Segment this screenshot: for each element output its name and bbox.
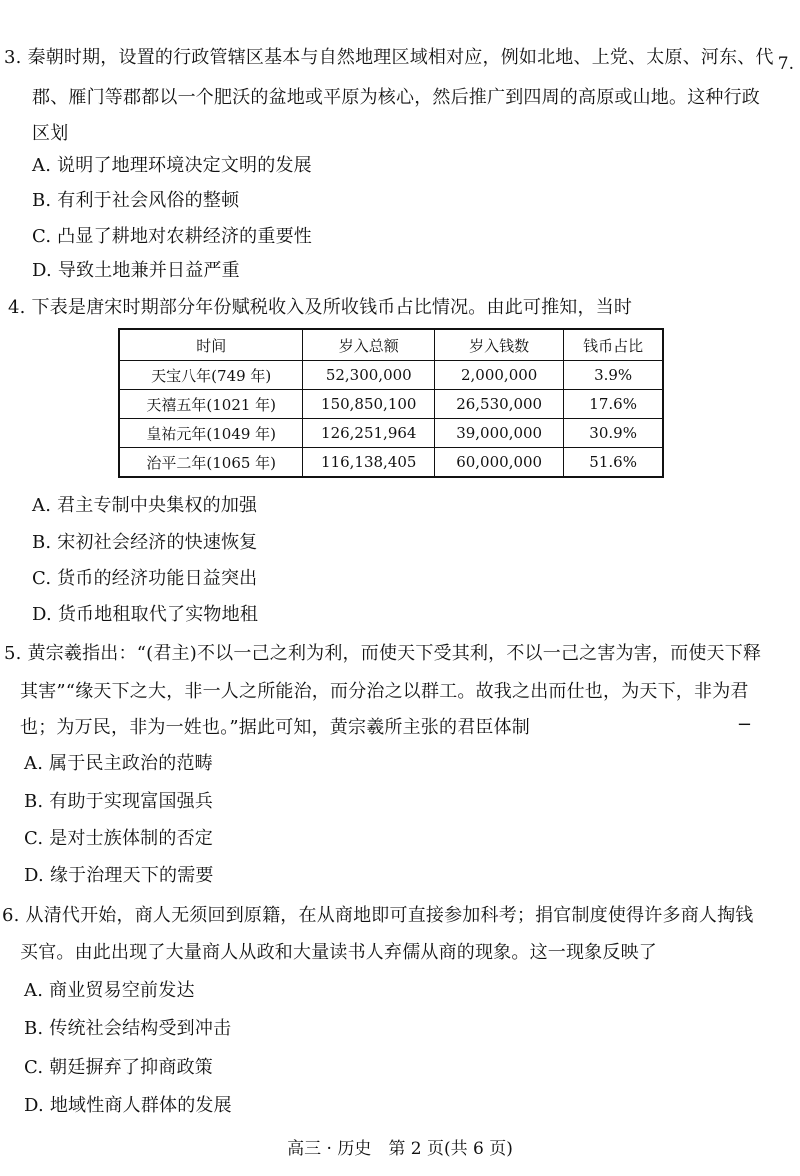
q5-stem-line-3: 也；为万民，非为一姓也。”据此可知，黄宗羲所主张的君臣体制 bbox=[20, 717, 530, 738]
q5-option-b: B. 有助于实现富国强兵 bbox=[24, 791, 214, 812]
margin-dash: − bbox=[736, 714, 752, 735]
table-header-coin: 岁入钱数 bbox=[435, 329, 564, 361]
q6-option-b: B. 传统社会结构受到冲击 bbox=[24, 1018, 232, 1039]
table-header-time: 时间 bbox=[119, 329, 303, 361]
table-cell: 2,000,000 bbox=[435, 361, 564, 390]
table-cell: 17.6% bbox=[564, 390, 663, 419]
q6-option-d: D. 地域性商人群体的发展 bbox=[24, 1095, 232, 1116]
table-header-row bbox=[119, 329, 663, 361]
page-footer: 高三 · 历史 第 2 页(共 6 页) bbox=[287, 1139, 513, 1159]
table-cell: 126,251,964 bbox=[303, 419, 435, 448]
q6-stem-line-2: 买官。由此出现了大量商人从政和大量读书人弃儒从商的现象。这一现象反映了 bbox=[20, 942, 657, 963]
table-cell: 天禧五年(1021 年) bbox=[119, 390, 303, 419]
table-cell: 皇祐元年(1049 年) bbox=[119, 419, 303, 448]
table-cell: 51.6% bbox=[564, 448, 663, 478]
table-row bbox=[119, 390, 663, 419]
tax-revenue-table bbox=[118, 328, 664, 478]
q4-stem: 4. 下表是唐宋时期部分年份赋税收入及所收钱币占比情况。由此可推知，当时 bbox=[8, 297, 633, 318]
table-row bbox=[119, 361, 663, 390]
q5-option-a: A. 属于民主政治的范畴 bbox=[24, 753, 213, 774]
q3-option-a: A. 说明了地理环境决定文明的发展 bbox=[32, 155, 312, 176]
q4-option-d: D. 货币地租取代了实物地租 bbox=[32, 604, 259, 625]
q5-stem-line-2: 其害”“缘天下之大，非一人之所能治，而分治之以群工。故我之出而仕也，为天下，非为君 bbox=[20, 681, 749, 702]
q5-option-c: C. 是对士族体制的否定 bbox=[24, 828, 213, 849]
table-cell: 30.9% bbox=[564, 419, 663, 448]
table-row bbox=[119, 419, 663, 448]
table-cell: 3.9% bbox=[564, 361, 663, 390]
table-cell: 26,530,000 bbox=[435, 390, 564, 419]
table-cell: 39,000,000 bbox=[435, 419, 564, 448]
q3-stem-line-3: 区划 bbox=[32, 123, 69, 144]
q6-option-a: A. 商业贸易空前发达 bbox=[24, 980, 195, 1001]
q3-option-c: C. 凸显了耕地对农耕经济的重要性 bbox=[32, 226, 312, 247]
q3-option-d: D. 导致土地兼并日益严重 bbox=[32, 260, 240, 281]
q4-option-a: A. 君主专制中央集权的加强 bbox=[32, 495, 258, 516]
table-cell: 天宝八年(749 年) bbox=[119, 361, 303, 390]
table-cell: 60,000,000 bbox=[435, 448, 564, 478]
margin-question-number: 7. bbox=[777, 54, 794, 74]
q6-stem-line-1: 6. 从清代开始，商人无须回到原籍，在从商地即可直接参加科考；捐官制度使得许多商人掏钱 bbox=[2, 905, 754, 926]
table-cell: 52,300,000 bbox=[303, 361, 435, 390]
table-cell: 治平二年(1065 年) bbox=[119, 448, 303, 478]
q4-option-c: C. 货币的经济功能日益突出 bbox=[32, 568, 258, 589]
q5-option-d: D. 缘于治理天下的需要 bbox=[24, 865, 214, 886]
q6-option-c: C. 朝廷摒弃了抑商政策 bbox=[24, 1057, 213, 1078]
table-row bbox=[119, 448, 663, 478]
q3-stem-line-2: 郡、雁门等郡都以一个肥沃的盆地或平原为核心，然后推广到四周的高原或山地。这种行政 bbox=[32, 87, 760, 108]
q3-stem-line-1: 3. 秦朝时期，设置的行政管辖区基本与自然地理区域相对应，例如北地、上党、太原、河东、代 bbox=[4, 47, 774, 68]
q3-option-b: B. 有利于社会风俗的整顿 bbox=[32, 190, 240, 211]
q5-stem-line-1: 5. 黄宗羲指出：“(君主)不以一己之利为利，而使天下受其利，不以一己之害为害，而使天下释 bbox=[4, 643, 762, 664]
q4-option-b: B. 宋初社会经济的快速恢复 bbox=[32, 532, 258, 553]
table-cell: 150,850,100 bbox=[303, 390, 435, 419]
table-cell: 116,138,405 bbox=[303, 448, 435, 478]
table-header-ratio: 钱币占比 bbox=[564, 329, 663, 361]
table-header-total: 岁入总额 bbox=[303, 329, 435, 361]
